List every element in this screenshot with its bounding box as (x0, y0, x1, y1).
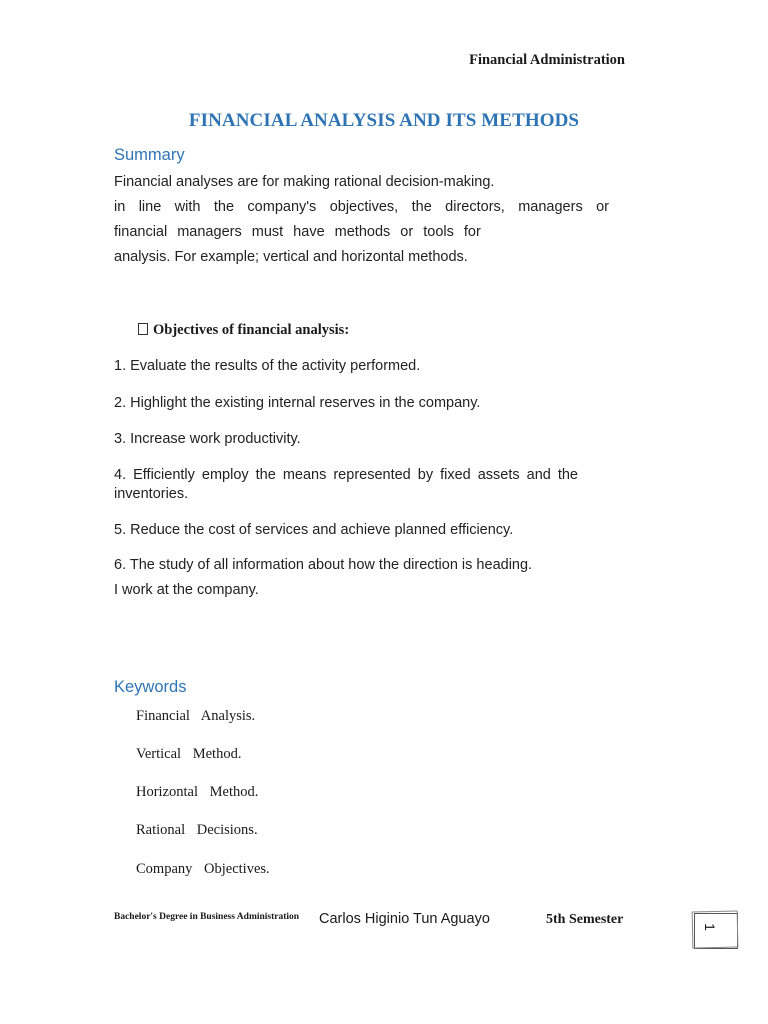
objectives-heading-text: Objectives of financial analysis: (153, 322, 350, 338)
document-title: FINANCIAL ANALYSIS AND ITS METHODS (188, 110, 580, 131)
summary-line: in line with the company's objectives, the directors, managers or (114, 199, 609, 215)
footer-author: Carlos Higinio Tun Aguayo (319, 911, 490, 927)
keyword-item: Vertical Method. (136, 746, 242, 762)
checkbox-bullet-icon (138, 323, 148, 335)
keyword-item: Financial Analysis. (136, 708, 256, 724)
summary-line: Financial analyses are for making rational decision-making. (114, 174, 495, 190)
keywords-heading: Keywords (114, 678, 187, 696)
objective-item: 6. The study of all information about how the direction is heading. (114, 557, 533, 573)
objectives-heading (138, 322, 349, 339)
objective-item-continuation: I work at the company. (114, 582, 259, 598)
page-number-box (692, 911, 738, 947)
footer-semester: 5th Semester (546, 912, 624, 927)
keyword-item: Horizontal Method. (136, 784, 259, 800)
summary-heading: Summary (114, 146, 185, 164)
objective-item: 2. Highlight the existing internal reserves in the company. (114, 395, 481, 411)
footer-degree: Bachelor's Degree in Business Administration (114, 912, 300, 922)
running-header: Financial Administration (469, 52, 625, 68)
objective-item: 4. Efficiently employ the means represented by fixed assets and the (114, 467, 578, 483)
keyword-item: Rational Decisions. (136, 822, 258, 838)
objective-item: 3. Increase work productivity. (114, 431, 301, 447)
objective-item: 1. Evaluate the results of the activity performed. (114, 358, 421, 374)
summary-line: analysis. For example; vertical and horizontal methods. (114, 249, 468, 265)
page-number: 1 (701, 923, 718, 931)
summary-line: financial managers must have methods or tools for (114, 224, 481, 240)
objective-item-continuation: inventories. (114, 486, 189, 502)
objective-item: 5. Reduce the cost of services and achieve planned efficiency. (114, 522, 514, 538)
keyword-item: Company Objectives. (136, 861, 270, 877)
